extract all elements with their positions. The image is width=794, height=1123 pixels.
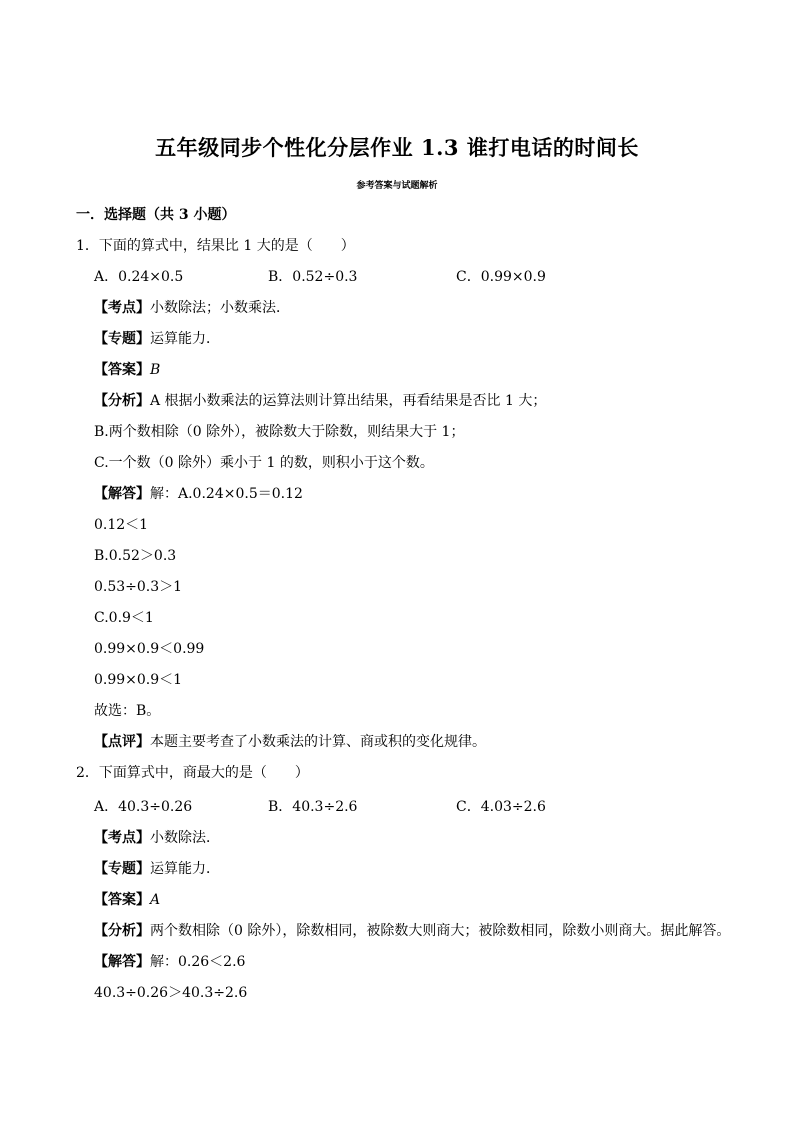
q1-jieda-text: 解：A.0.24×0.5＝0.12 [150, 486, 303, 502]
q1-fenxi [94, 392, 546, 410]
q1-zhuanti-text: 运算能力． [150, 331, 220, 347]
q1-kaodian-tag: 【考点】 [94, 300, 150, 316]
page-subtitle: 参考答案与试题解析 [356, 181, 438, 191]
q1-step: 0.53÷0.3＞1 [94, 579, 183, 595]
question-2-stem: 2．下面算式中，商最大的是（ ） [76, 765, 309, 781]
q1-option-a: A．0.24×0.5 [94, 269, 184, 285]
q1-step: 0.12＜1 [94, 517, 149, 533]
q1-option-b: B．0.52÷0.3 [268, 269, 358, 285]
q1-daan [94, 361, 160, 379]
q2-step: 40.3÷0.26＞40.3÷2.6 [94, 985, 248, 1001]
q2-option-a: A．40.3÷0.26 [94, 799, 193, 815]
q2-zhuanti [94, 860, 220, 878]
q2-jieda [94, 953, 245, 971]
q1-step: C.0.9＜1 [94, 610, 154, 626]
q2-daan-tag: 【答案】 [94, 892, 150, 908]
q1-zhuanti [94, 330, 220, 348]
q1-dianping-tag: 【点评】 [94, 734, 150, 750]
q1-zhuanti-tag: 【专题】 [94, 331, 150, 347]
q1-option-c: C．0.99×0.9 [456, 269, 546, 285]
q2-zhuanti-tag: 【专题】 [94, 861, 150, 877]
q1-kaodian-text: 小数除法；小数乘法． [150, 300, 290, 316]
q1-kaodian [94, 299, 290, 317]
q1-daan-text: B [150, 362, 161, 378]
q2-fenxi-tag: 【分析】 [94, 923, 150, 939]
page-title: 五年级同步个性化分层作业 1.3 谁打电话的时间长 [155, 135, 639, 160]
q1-daan-tag: 【答案】 [94, 362, 150, 378]
q2-kaodian [94, 829, 220, 847]
q2-kaodian-text: 小数除法． [150, 830, 220, 846]
q2-option-c: C．4.03÷2.6 [456, 799, 546, 815]
q2-fenxi [94, 922, 730, 940]
q2-zhuanti-text: 运算能力． [150, 861, 220, 877]
q1-step: 0.99×0.9＜0.99 [94, 641, 205, 657]
q2-option-b: B．40.3÷2.6 [268, 799, 358, 815]
question-1-stem: 1．下面的算式中，结果比 1 大的是（ ） [76, 238, 355, 254]
q1-fenxi-b: B.两个数相除（0 除外），被除数大于除数，则结果大于 1； [94, 424, 465, 440]
q1-step: 0.99×0.9＜1 [94, 672, 183, 688]
q2-daan [94, 891, 160, 909]
section-heading: 一．选择题（共 3 小题） [76, 207, 236, 223]
q2-daan-text: A [150, 892, 161, 908]
q1-conclusion: 故选：B。 [94, 703, 161, 719]
q2-jieda-text: 解：0.26＜2.6 [150, 954, 246, 970]
q2-kaodian-tag: 【考点】 [94, 830, 150, 846]
q1-dianping [94, 733, 486, 751]
q2-jieda-tag: 【解答】 [94, 954, 150, 970]
q1-jieda-tag: 【解答】 [94, 486, 150, 502]
q1-fenxi-tag: 【分析】 [94, 393, 150, 409]
q1-dianping-text: 本题主要考查了小数乘法的计算、商或积的变化规律。 [150, 734, 486, 750]
q1-fenxi-c: C.一个数（0 除外）乘小于 1 的数，则积小于这个数。 [94, 455, 434, 471]
q1-jieda [94, 485, 303, 503]
q1-fenxi-text: A 根据小数乘法的运算法则计算出结果，再看结果是否比 1 大； [150, 393, 547, 409]
q2-fenxi-text: 两个数相除（0 除外），除数相同，被除数大则商大；被除数相同，除数小则商大。据此解答。 [150, 923, 731, 939]
q1-step: B.0.52＞0.3 [94, 548, 177, 564]
